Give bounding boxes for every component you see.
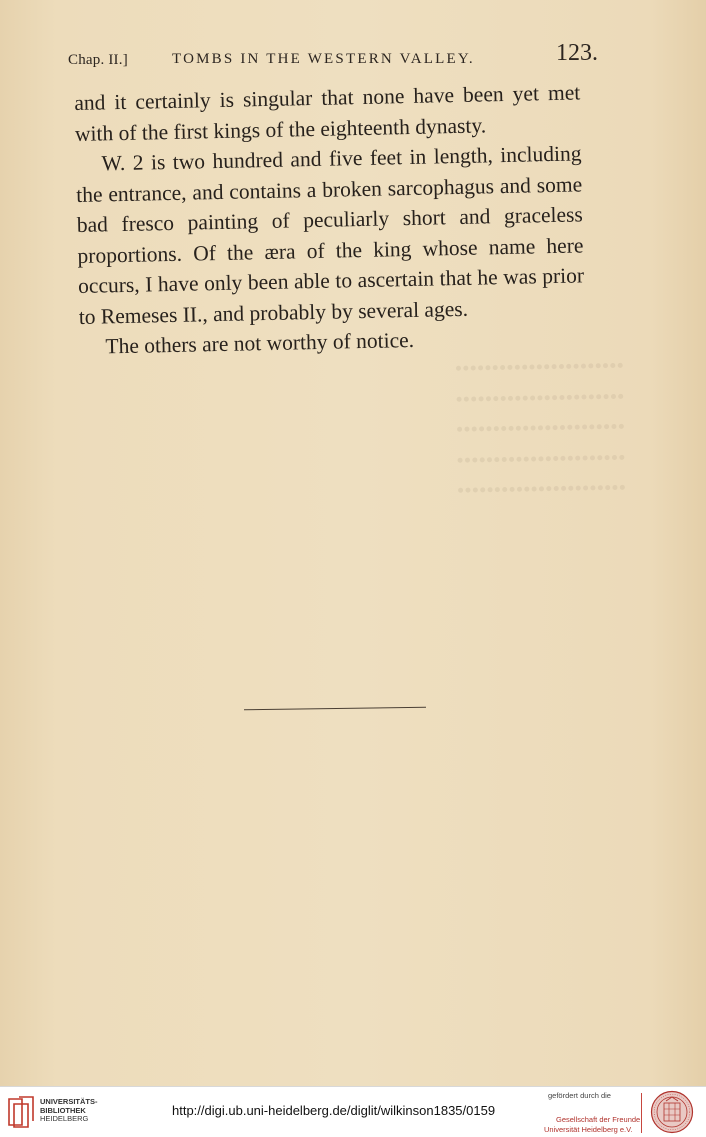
university-seal-icon <box>650 1090 694 1134</box>
chapter-label: Chap. II.] <box>68 52 128 68</box>
paragraph-w2: W. 2 is two hundred and five feet in length, including the entrance, and contains a broken sarcophagus and some bad fresco painting of peculiarly short and graceless proportions. Of the æra of the king whose name here occurs, I have only been able to ascertain that he was prior to Remeses II., and probably by several ages. <box>75 141 585 329</box>
running-title: TOMBS IN THE WESTERN VALLEY. <box>172 51 475 67</box>
digitization-footer: UNIVERSITÄTS- BIBLIOTHEK HEIDELBERG http://digi.ub.uni-heidelberg.de/diglit/wilkinson1835/0159 gefördert durch die Gesellschaft der Freunde Universität Heidelberg e.V. <box>0 1086 706 1137</box>
section-rule <box>244 707 426 711</box>
running-header <box>68 40 598 74</box>
body-text <box>74 77 586 362</box>
permalink-url[interactable]: http://digi.ub.uni-heidelberg.de/diglit/wilkinson1835/0159 <box>172 1103 496 1118</box>
show-through-texture: ••••••••••••••••••••••• ••••••••••••••••••••••• ••••••••••••••••••••••• ••••••••••••••••••••••• ••••••••••••••••••••••• <box>454 353 627 503</box>
library-name[interactable]: UNIVERSITÄTS- BIBLIOTHEK HEIDELBERG <box>40 1097 98 1123</box>
paragraph-continuation: and it certainly is singular that none have been yet met with of the first kings of the eighteenth dynasty. <box>74 80 581 146</box>
paragraph-closing: The others are not worthy of notice. <box>105 327 415 359</box>
page-number: 123. <box>556 40 598 66</box>
footer-divider <box>641 1093 642 1133</box>
library-logo-icon[interactable] <box>6 1095 36 1129</box>
